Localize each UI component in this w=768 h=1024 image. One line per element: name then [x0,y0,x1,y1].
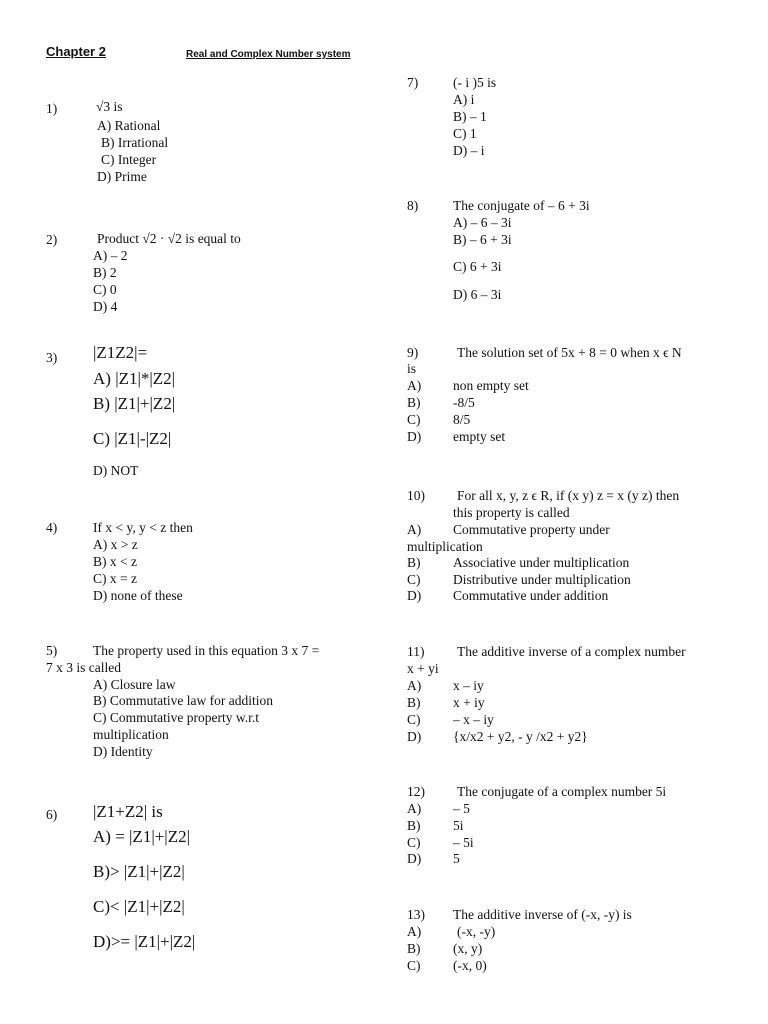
option-label-c: C) [407,712,421,727]
option-c: C) 0 [93,282,117,297]
document-title: Real and Complex Number system [186,49,351,60]
option-c: C)< |Z1|+|Z2| [93,897,185,916]
option-label-b: B) [407,941,421,956]
question-stem: √3 is [96,99,123,114]
option-a: – 5 [453,801,470,816]
question-stem-line2: is [407,361,417,376]
question-number: 4) [46,520,58,535]
option-label-b: B) [407,695,421,710]
question-number: 6) [46,807,58,822]
question-number: 9) [407,345,419,360]
option-label-a: A) [407,801,422,816]
option-b: B) – 1 [453,109,487,124]
question-number: 3) [46,350,58,365]
option-label-b: B) [407,555,421,570]
option-a: A) i [453,92,475,107]
option-c: C) Integer [101,152,157,167]
option-b: B) – 6 + 3i [453,232,512,247]
option-b: -8/5 [453,395,475,410]
question-number: 1) [46,101,58,116]
option-label-b: B) [407,818,421,833]
option-b: B) 2 [93,265,117,280]
question-stem: The additive inverse of (-x, -y) is [453,907,632,922]
option-a: A) Closure law [93,677,176,692]
question-stem-line1: For all x, y, z ϵ R, if (x y) z = x (y z) then [457,488,680,503]
question-stem: (- i )5 is [453,75,497,90]
question-number: 7) [407,75,419,90]
option-label-b: B) [407,395,421,410]
question-stem: If x < y, y < z then [93,520,193,535]
option-b: B) |Z1|+|Z2| [93,394,176,413]
option-d: Commutative under addition [453,588,609,603]
option-c: – x – iy [453,712,494,727]
option-b: x + iy [453,695,485,710]
question-number: 13) [407,907,425,922]
question-stem: The conjugate of a complex number 5i [457,784,667,799]
question-number: 8) [407,198,419,213]
question-stem-line2: 7 x 3 is called [46,660,121,675]
option-label-d: D) [407,429,422,444]
option-b: B)> |Z1|+|Z2| [93,862,185,881]
option-label-a: A) [407,678,422,693]
option-b: B) Commutative law for addition [93,693,273,708]
option-b: 5i [453,818,464,833]
question-stem-line2: x + yi [407,661,439,676]
option-a: A) x > z [93,537,138,552]
option-c: C) 6 + 3i [453,259,502,274]
option-d: {x/x2 + y2, - y /x2 + y2} [453,729,588,744]
option-a: A) Rational [97,118,161,133]
question-stem-line2: this property is called [453,505,570,520]
question-stem: Product √2 · √2 is equal to [97,231,241,246]
option-c: Distributive under multiplication [453,572,631,587]
question-number: 11) [407,644,425,659]
option-d: D) none of these [93,588,183,603]
question-stem-line1: The additive inverse of a complex number [457,644,686,659]
option-c: C) 1 [453,126,477,141]
option-a: A) = |Z1|+|Z2| [93,827,190,846]
question-number: 5) [46,643,58,658]
option-d: D)>= |Z1|+|Z2| [93,932,196,951]
option-c: 8/5 [453,412,471,427]
option-d: D) 6 – 3i [453,287,502,302]
question-number: 12) [407,784,425,799]
option-c-continued: multiplication [93,727,169,742]
option-a: (-x, -y) [457,924,496,939]
question-number: 2) [46,232,58,247]
option-d: D) 4 [93,299,118,314]
option-d: D) – i [453,143,485,158]
option-a: A) – 6 – 3i [453,215,512,230]
question-stem-line1: The property used in this equation 3 x 7 = [93,643,320,658]
option-d: empty set [453,429,506,444]
chapter-heading: Chapter 2 [46,44,106,59]
question-stem-line1: The solution set of 5x + 8 = 0 when x ϵ N [457,345,682,360]
option-label-d: D) [407,729,422,744]
option-label-c: C) [407,412,421,427]
option-a: non empty set [453,378,529,393]
option-c: C) x = z [93,571,137,586]
option-c: C) Commutative property w.r.t [93,710,259,725]
option-d: D) NOT [93,463,139,478]
option-a: A) – 2 [93,248,128,263]
option-d: D) Prime [97,169,147,184]
option-b: B) Irrational [101,135,169,150]
option-c: C) |Z1|-|Z2| [93,429,172,448]
option-d: D) Identity [93,744,153,759]
option-label-c: C) [407,958,421,973]
option-a: A) |Z1|*|Z2| [93,369,176,388]
option-b: (x, y) [453,941,483,956]
option-label-a: A) [407,522,422,537]
question-stem: |Z1+Z2| is [93,802,163,821]
option-d: 5 [453,851,460,866]
option-label-d: D) [407,851,422,866]
question-stem: |Z1Z2|= [93,343,148,362]
question-stem: The conjugate of – 6 + 3i [453,198,590,213]
option-c: (-x, 0) [453,958,487,973]
option-label-c: C) [407,835,421,850]
option-label-d: D) [407,588,422,603]
option-label-c: C) [407,572,421,587]
option-b: B) x < z [93,554,137,569]
option-label-a: A) [407,924,422,939]
option-a: Commutative property under [453,522,610,537]
option-a-continued: multiplication [407,539,483,554]
option-c: – 5i [453,835,474,850]
option-b: Associative under multiplication [453,555,630,570]
option-a: x – iy [453,678,484,693]
option-label-a: A) [407,378,422,393]
question-number: 10) [407,488,425,503]
